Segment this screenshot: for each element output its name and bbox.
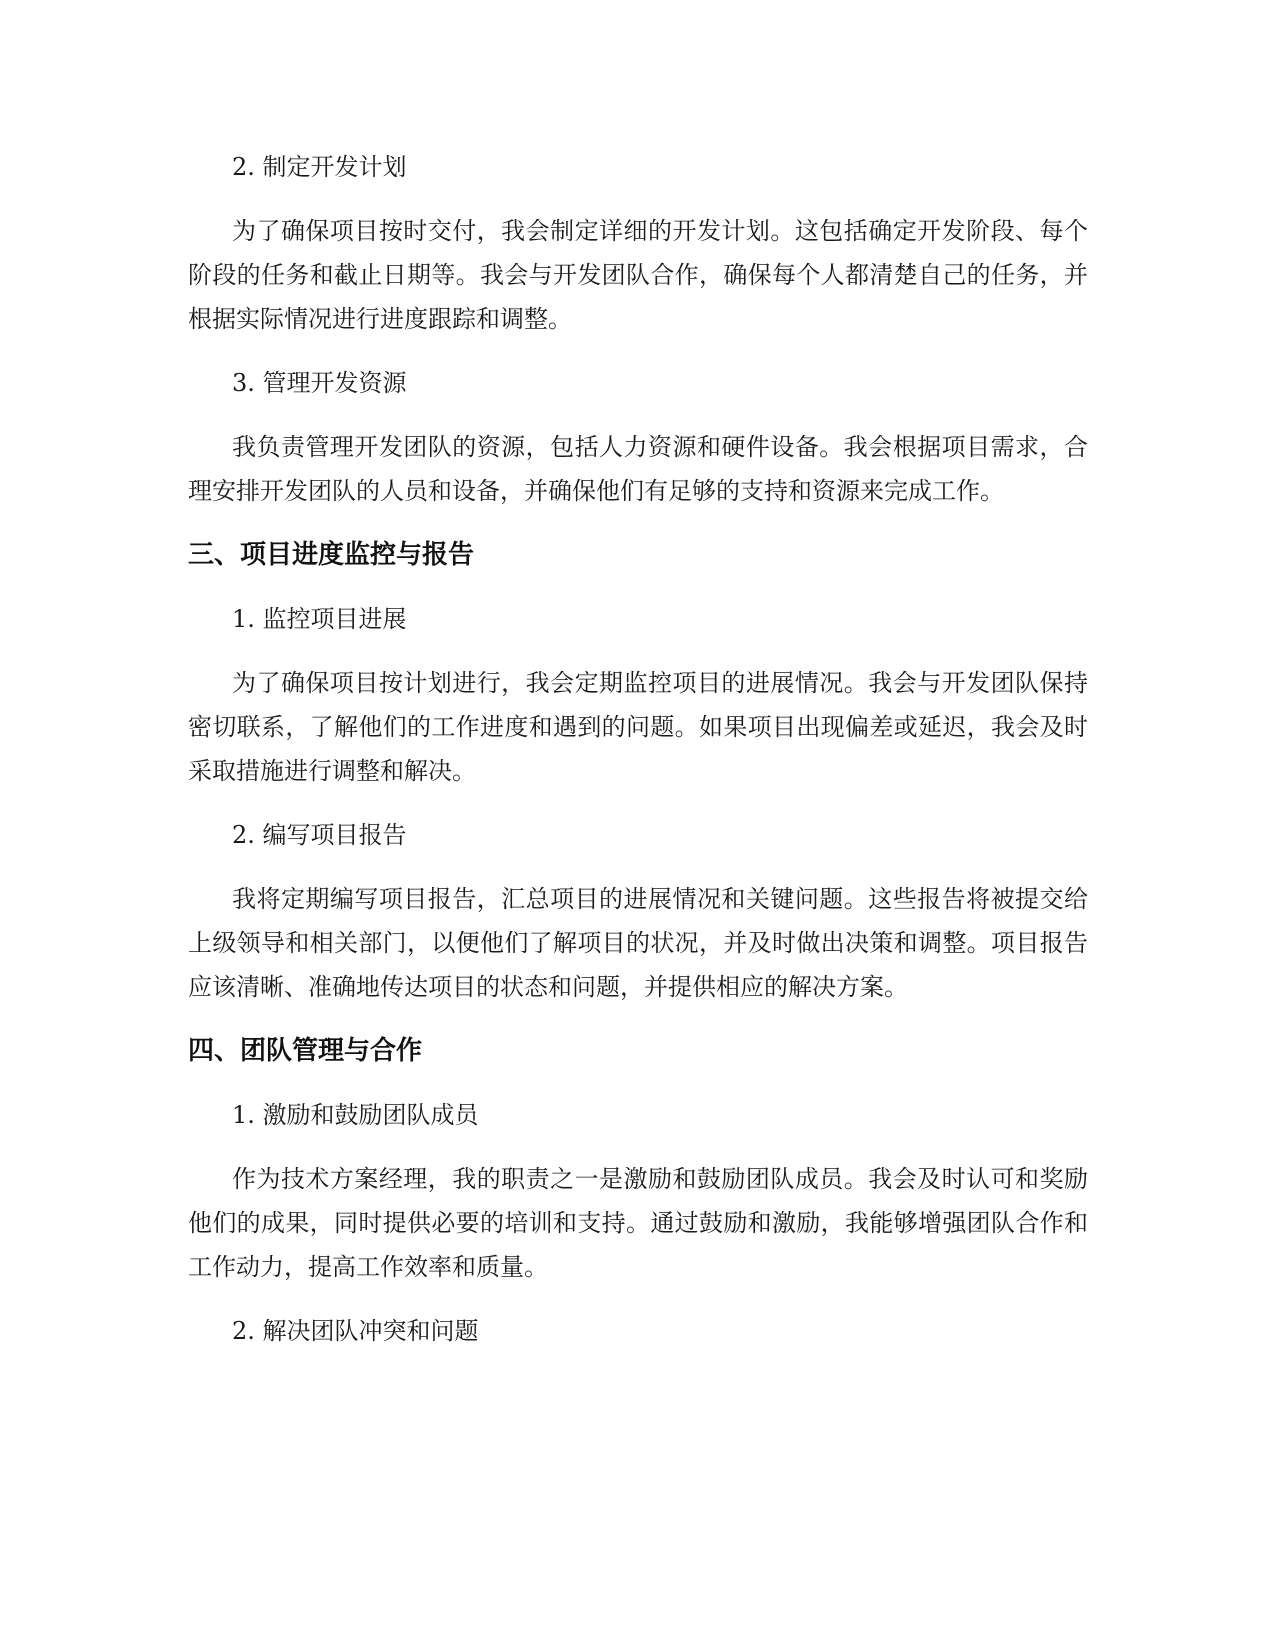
paragraph: 为了确保项目按计划进行，我会定期监控项目的进展情况。我会与开发团队保持密切联系，了解他们的工作进度和遇到的问题。如果项目出现偏差或延迟，我会及时采取措施进行调整和解决。 <box>188 669 1088 785</box>
section-heading: 三、项目进度监控与报告 <box>188 540 475 570</box>
subsection-title: 2. 解决团队冲突和问题 <box>232 1317 479 1345</box>
subsection-title: 1. 激励和鼓励团队成员 <box>232 1101 479 1129</box>
document-body <box>188 145 1088 1373</box>
paragraph: 我将定期编写项目报告，汇总项目的进展情况和关键问题。这些报告将被提交给上级领导和相关部门，以便他们了解项目的状况，并及时做出决策和调整。项目报告应该清晰、准确地传达项目的状态和问题，并提供相应的解决方案。 <box>188 885 1088 1001</box>
paragraph: 为了确保项目按时交付，我会制定详细的开发计划。这包括确定开发阶段、每个阶段的任务和截止日期等。我会与开发团队合作，确保每个人都清楚自己的任务，并根据实际情况进行进度跟踪和调整。 <box>188 217 1088 333</box>
subsection-title: 2. 编写项目报告 <box>232 821 407 849</box>
subsection-title: 3. 管理开发资源 <box>232 369 407 397</box>
paragraph: 作为技术方案经理，我的职责之一是激励和鼓励团队成员。我会及时认可和奖励他们的成果，同时提供必要的培训和支持。通过鼓励和激励，我能够增强团队合作和工作动力，提高工作效率和质量。 <box>188 1165 1088 1281</box>
subsection-title: 1. 监控项目进展 <box>232 605 407 633</box>
subsection-title: 2. 制定开发计划 <box>232 153 407 181</box>
section-heading: 四、团队管理与合作 <box>188 1036 423 1066</box>
paragraph: 我负责管理开发团队的资源，包括人力资源和硬件设备。我会根据项目需求，合理安排开发团队的人员和设备，并确保他们有足够的支持和资源来完成工作。 <box>188 433 1088 505</box>
